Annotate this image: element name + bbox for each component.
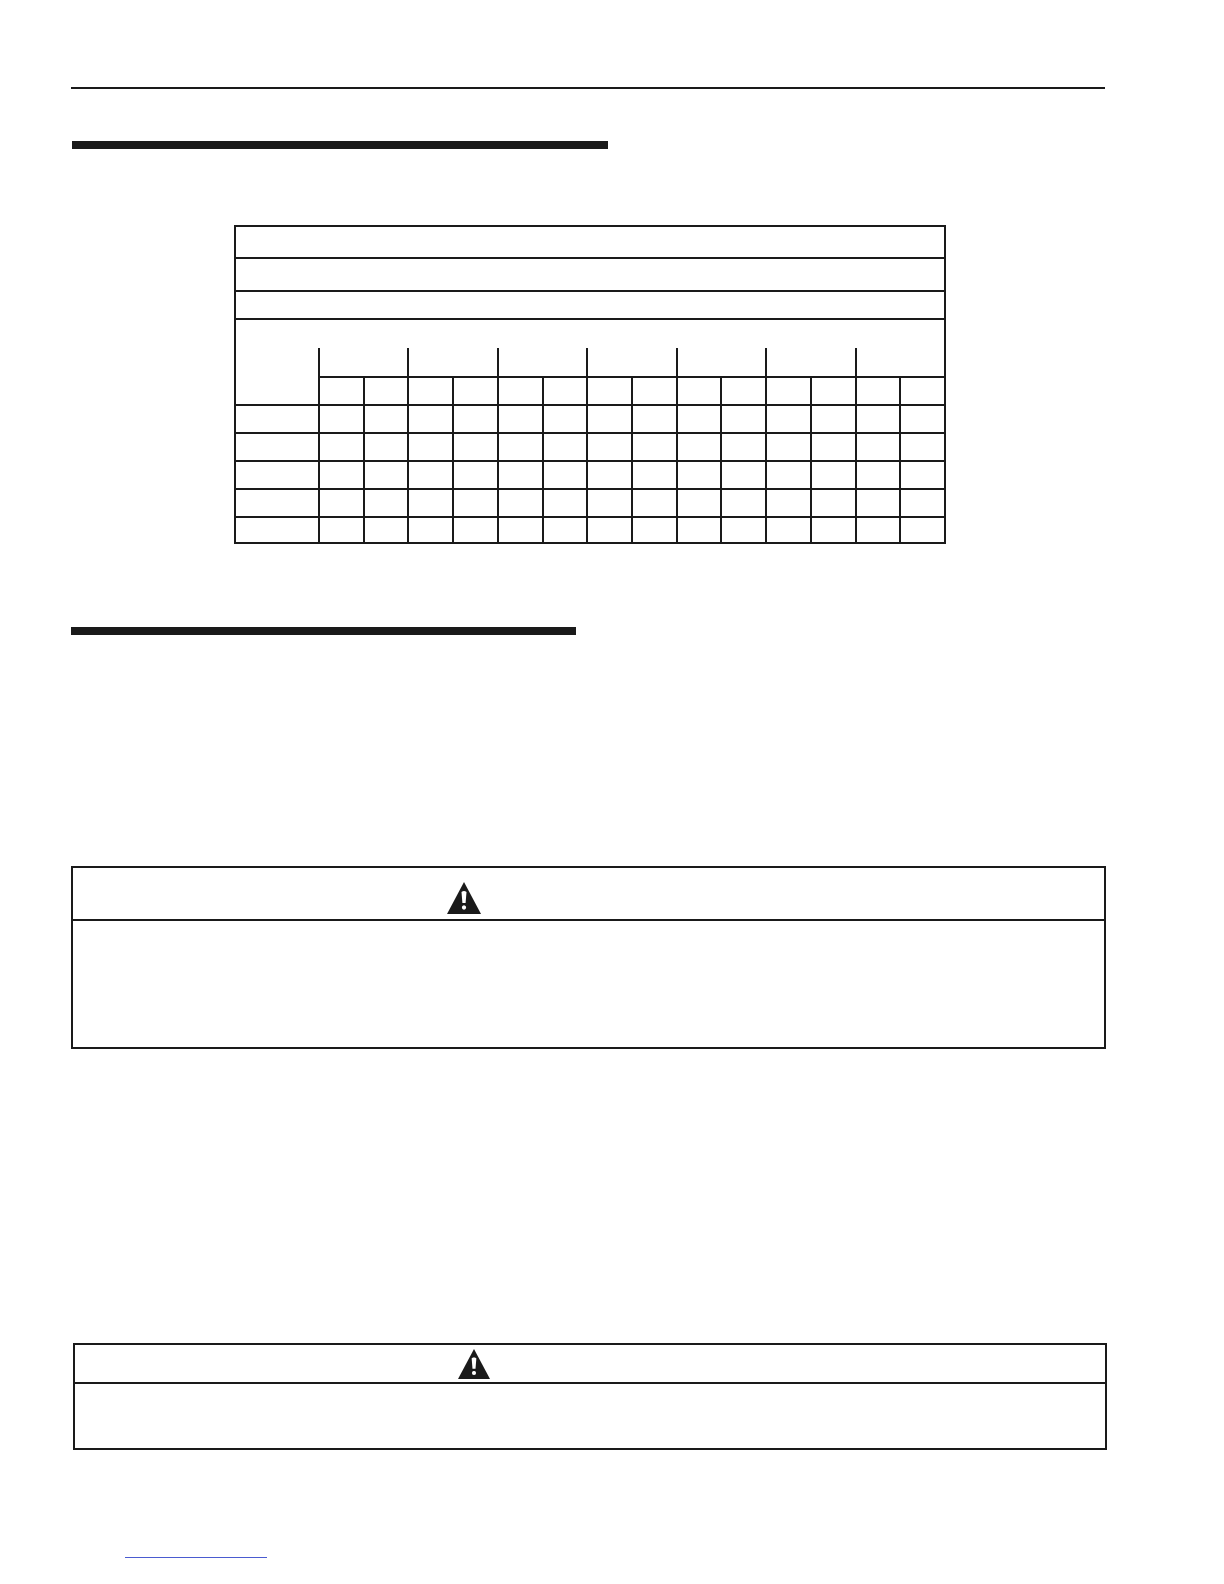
table-sub-column-line — [452, 376, 454, 542]
table-title-row-line — [236, 257, 944, 259]
table-group-column-line — [855, 348, 857, 542]
table-row-line — [236, 488, 944, 490]
specification-table — [234, 225, 946, 544]
warning-box — [71, 866, 1106, 1049]
table-sub-column-line — [631, 376, 633, 542]
table-row-line — [236, 516, 944, 518]
table-group-column-line — [676, 348, 678, 542]
table-sub-column-line — [720, 376, 722, 542]
table-column-line — [318, 348, 320, 542]
table-title-row-line — [236, 318, 944, 320]
table-row-line — [236, 432, 944, 434]
table-sub-column-line — [542, 376, 544, 542]
warning-triangle-icon — [446, 881, 482, 915]
warning-header-divider — [75, 1382, 1105, 1384]
table-group-column-line — [586, 348, 588, 542]
header-rule — [71, 87, 1105, 89]
warning-header-divider — [73, 919, 1104, 921]
footer-link-underline[interactable] — [125, 1557, 267, 1558]
table-row-line — [236, 404, 944, 406]
section-heading-bar — [72, 141, 608, 149]
section-heading-bar — [71, 627, 576, 635]
table-title-row-line — [236, 290, 944, 292]
table-sub-column-line — [899, 376, 901, 542]
table-group-column-line — [765, 348, 767, 542]
warning-triangle-icon — [457, 1348, 491, 1380]
table-group-column-line — [407, 348, 409, 542]
table-sub-column-line — [363, 376, 365, 542]
warning-box — [73, 1343, 1107, 1450]
table-group-column-line — [497, 348, 499, 542]
table-row-line — [236, 460, 944, 462]
table-sub-column-line — [810, 376, 812, 542]
